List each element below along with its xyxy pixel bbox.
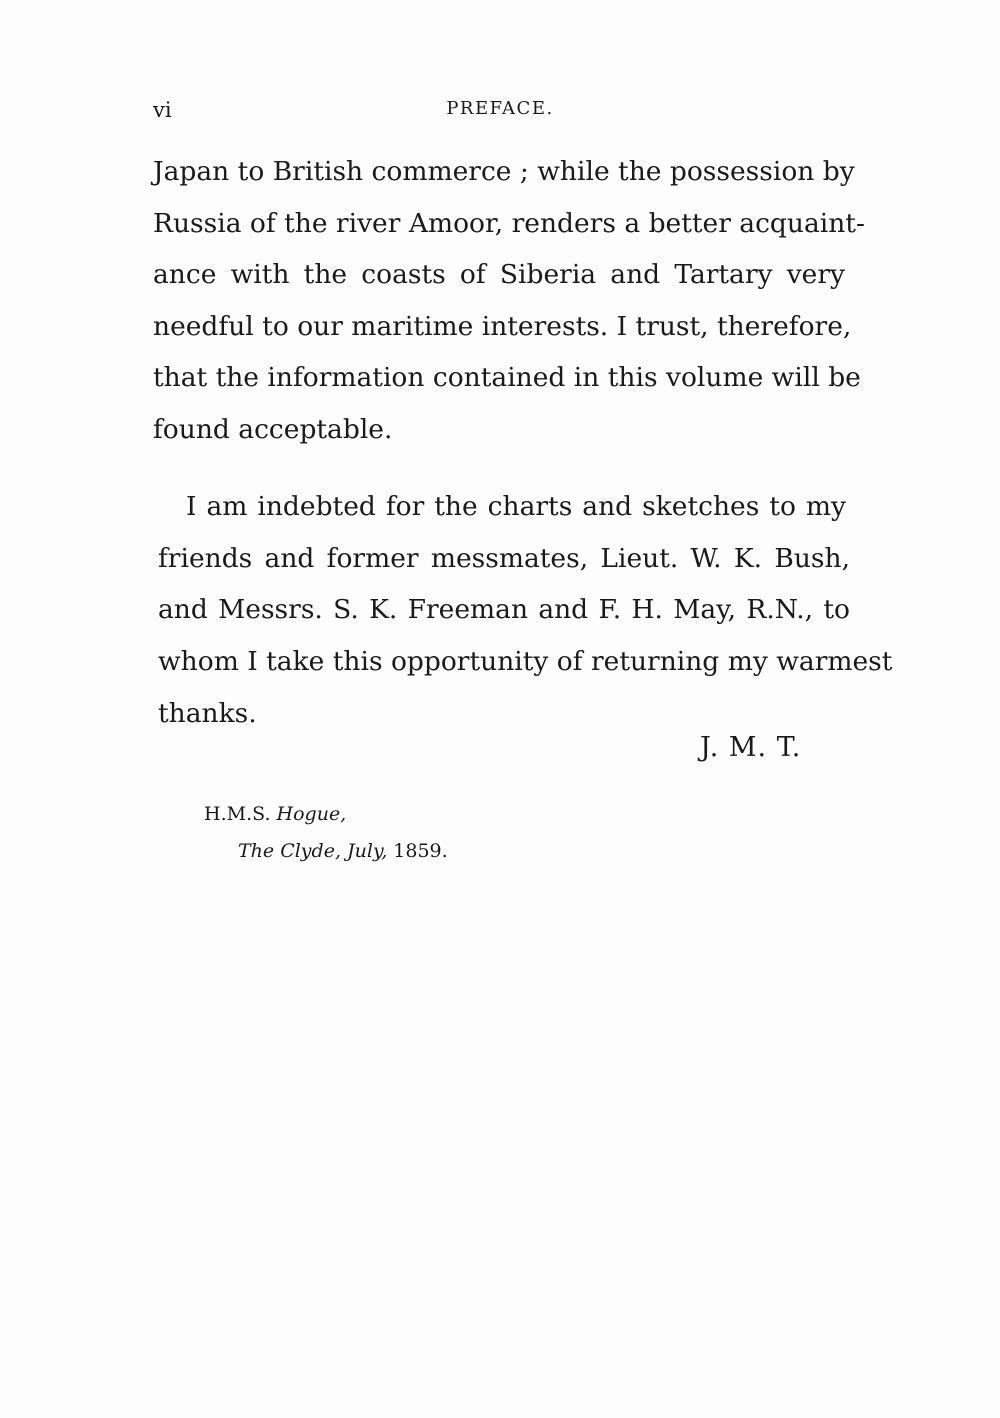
text-line: whom I take this opportunity of returning my warmest (158, 646, 893, 677)
dateline-month: July, (347, 840, 388, 862)
text-line: and Messrs. S. K. Freeman and F. H. May, R.N., to (158, 594, 850, 625)
text-line: I am indebted for the charts and sketches to my (186, 491, 846, 522)
ship-prefix: H.M.S. (204, 803, 271, 825)
text-line: Russia of the river Amoor, renders a better acquaint- (153, 208, 865, 239)
text-line: needful to our maritime interests. I trust, therefore, (153, 311, 852, 342)
signature-initials: J. M. T. (700, 732, 802, 763)
ship-name: Hogue, (276, 803, 347, 825)
running-head (150, 98, 850, 128)
dateline-ship (204, 803, 346, 825)
dateline-place: The Clyde, (238, 840, 341, 862)
text-line: thanks. (158, 698, 257, 729)
running-title: PREFACE. (446, 98, 554, 119)
text-line: ance with the coasts of Siberia and Tartary very (153, 259, 845, 290)
text-line: that the information contained in this volume will be (153, 362, 861, 393)
dateline-year: 1859. (393, 840, 448, 862)
text-line: found acceptable. (153, 414, 393, 445)
text-line: friends and former messmates, Lieut. W. K. Bush, (158, 543, 850, 574)
page-number: vi (153, 98, 172, 122)
dateline-place-date (238, 840, 448, 862)
text-line: Japan to British commerce ; while the possession by (153, 156, 855, 187)
